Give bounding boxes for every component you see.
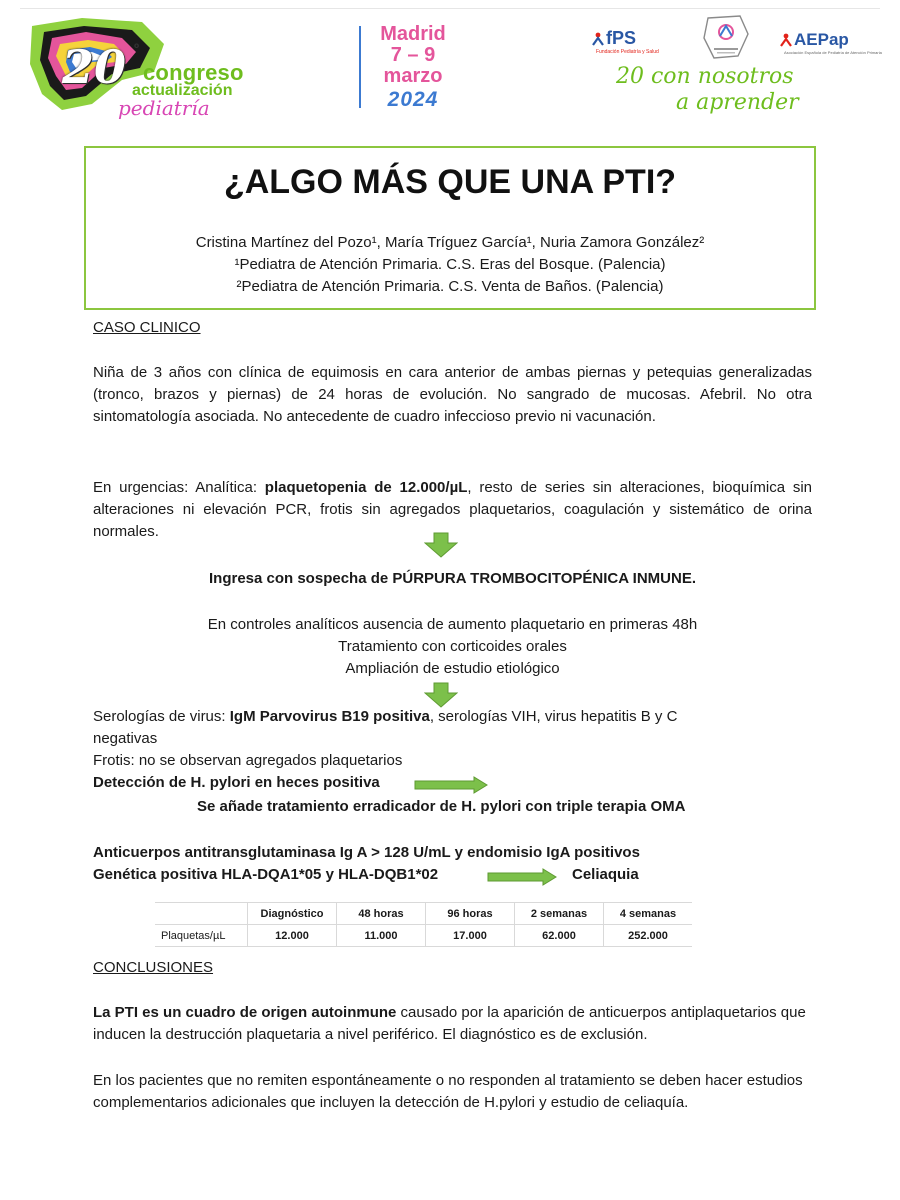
- fps-name: fPS: [606, 28, 637, 48]
- smear-result: Frotis: no se observan agregados plaquetarios: [93, 752, 403, 769]
- hpylori-detection: Detección de H. pylori en heces positiva: [93, 774, 380, 791]
- fps-subtitle: Fundación Pediatría y Salud: [596, 49, 659, 55]
- table-cell: 17.000: [426, 925, 515, 947]
- title-box: [84, 146, 816, 310]
- header-divider: [359, 26, 361, 108]
- admission-statement: Ingresa con sospecha de PÚRPURA TROMBOCITOPÉNICA INMUNE.: [208, 570, 697, 587]
- case-presentation: Niña de 3 años con clínica de equimosis en cara anterior de ambas piernas y petequias generalizadas (tronco, brazos y piernas) de 24 horas de evolución. No sangrado de mucosas. Afebril. No otra sintomatología asociada. No antecedente de cuadro infeccioso previo ni vacunación.: [93, 364, 812, 425]
- table-column-header: 48 horas: [337, 903, 426, 925]
- controls-line-3: Ampliación de estudio etiológico: [345, 660, 560, 677]
- table-row: [155, 925, 692, 947]
- emergency-lab-intro: En urgencias: Analítica:: [93, 479, 265, 496]
- celiac-diagnosis: Celiaquia: [572, 866, 639, 883]
- aepap-figure-icon: [780, 33, 792, 47]
- slogan-line-1: 20 con nosotros: [616, 64, 794, 89]
- congress-label: congreso: [143, 60, 244, 85]
- table-column-header: 96 horas: [426, 903, 515, 925]
- case-heading: CASO CLINICO: [93, 319, 201, 336]
- green-arrow-down-icon: [424, 532, 458, 558]
- green-arrow-right-icon: [414, 776, 488, 794]
- event-city: Madrid: [380, 23, 446, 45]
- thrombocytopenia-value: plaquetopenia de 12.000/µL: [264, 479, 468, 496]
- serologies: [93, 706, 733, 750]
- antibodies-result: Anticuerpos antitransglutaminasa Ig A > 128 U/mL y endomisio IgA positivos: [93, 844, 640, 861]
- event-dates: 7 – 9: [390, 44, 436, 66]
- genetics-result: Genética positiva HLA-DQA1*05 y HLA-DQB1*02: [93, 866, 439, 883]
- table-corner-cell: [155, 903, 248, 925]
- serologies-rest: , serologías VIH, virus hepatitis B y C negativas: [93, 708, 678, 747]
- controls-line-1: En controles analíticos ausencia de aumento plaquetario en primeras 48h: [207, 616, 698, 633]
- table-cell: 252.000: [604, 925, 693, 947]
- table-cell: 62.000: [515, 925, 604, 947]
- congress-subtitle: actualización: [132, 82, 233, 99]
- aepap-name: AEPap: [794, 30, 849, 49]
- event-year: 2024: [387, 88, 439, 111]
- green-arrow-down-icon: [424, 682, 458, 708]
- slogan-line-2: a aprender: [676, 90, 799, 115]
- authors: Cristina Martínez del Pozo¹, María Tríguez García¹, Nuria Zamora González²: [195, 234, 705, 251]
- table-cell: 11.000: [337, 925, 426, 947]
- madrid-society-emblem-icon: [700, 12, 752, 62]
- affiliation-2: ²Pediatra de Atención Primaria. C.S. Venta de Baños. (Palencia): [236, 278, 664, 295]
- congress-ordinal: º: [134, 40, 140, 56]
- conclusion-key-statement: La PTI es un cuadro de origen autoinmune: [93, 1004, 397, 1021]
- parvovirus-result: IgM Parvovirus B19 positiva: [229, 708, 430, 725]
- fps-logo: [592, 28, 672, 64]
- table-cell: 12.000: [248, 925, 337, 947]
- fps-figure-icon: [592, 32, 604, 46]
- table-row-label: Plaquetas/µL: [155, 925, 248, 947]
- emergency-lab-rest: , resto de series sin alteraciones, bioquímica sin alteraciones ni elevación PCR, frotis sin agregados plaquetarios, coagulación y sistemático de orina normales.: [93, 479, 812, 540]
- aepap-logo: [780, 30, 880, 60]
- conclusion-paragraph-2: En los pacientes que no remiten espontáneamente o no responden al tratamiento se deben hacer estudios complementarios adicionales que incluyen la detección de H.pylori y estudio de celiaquía.: [93, 1072, 803, 1111]
- hpylori-treatment: Se añade tratamiento erradicador de H. pylori con triple terapia OMA: [197, 798, 686, 815]
- congress-number: 20: [62, 40, 127, 94]
- table-column-header: 2 semanas: [515, 903, 604, 925]
- conclusions-heading: CONCLUSIONES: [93, 959, 214, 976]
- poster-title: ¿ALGO MÁS QUE UNA PTI?: [223, 163, 677, 201]
- controls-line-2: Tratamiento con corticoides orales: [338, 638, 567, 655]
- green-arrow-right-icon: [487, 868, 557, 886]
- affiliation-1: ¹Pediatra de Atención Primaria. C.S. Eras del Bosque. (Palencia): [234, 256, 666, 273]
- conclusion-explanation: causado por la aparición de anticuerpos antiplaquetarios que inducen la destrucción plaquetaria a nivel periférico. El diagnóstico es de exclusión.: [93, 1004, 806, 1043]
- top-rule: [20, 8, 880, 9]
- aepap-subtitle: Asociación Española de Pediatría de Atención Primaria: [784, 50, 882, 55]
- serologies-intro: Serologías de virus:: [93, 708, 230, 725]
- conclusion-paragraph-1: [93, 1002, 812, 1046]
- platelet-count-table: [155, 902, 692, 947]
- event-month: marzo: [383, 65, 443, 87]
- congress-specialty: pediatría: [118, 96, 210, 120]
- table-header-row: [155, 903, 692, 925]
- table-column-header: Diagnóstico: [248, 903, 337, 925]
- table-column-header: 4 semanas: [604, 903, 693, 925]
